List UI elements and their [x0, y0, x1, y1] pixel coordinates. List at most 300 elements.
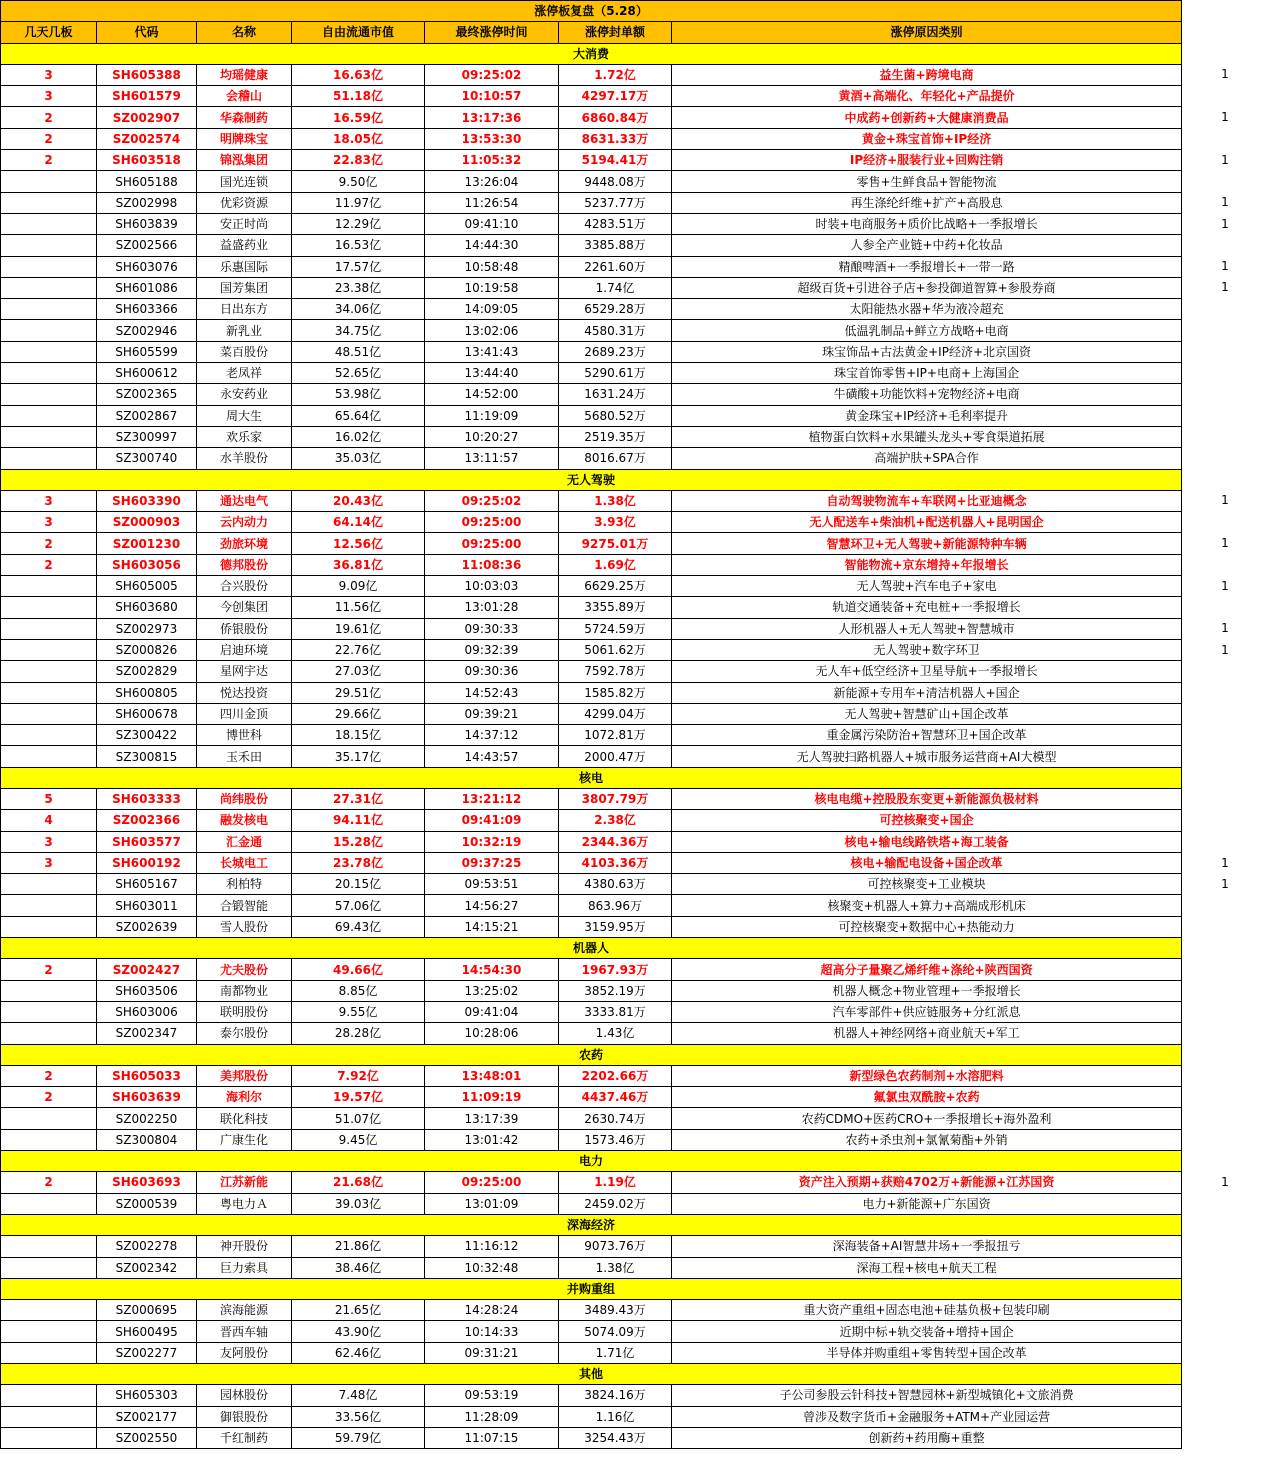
- cell-final-time[interactable]: 10:03:03: [425, 576, 559, 597]
- cell-seal-amount[interactable]: 1573.46万: [559, 1129, 672, 1150]
- cell-reason[interactable]: 可控核聚变+国企: [672, 810, 1182, 831]
- table-row[interactable]: [1, 171, 1182, 192]
- cell-float-cap[interactable]: 34.75亿: [292, 320, 425, 341]
- side-mark[interactable]: 1: [1221, 1175, 1229, 1189]
- table-row[interactable]: [1, 618, 1182, 639]
- cell-seal-amount[interactable]: 2344.36万: [559, 831, 672, 852]
- cell-final-time[interactable]: 13:01:42: [425, 1129, 559, 1150]
- cell-days[interactable]: [1, 320, 97, 341]
- cell-name[interactable]: 四川金顶: [197, 703, 292, 724]
- cell-reason[interactable]: 高端护肤+SPA合作: [672, 448, 1182, 469]
- cell-reason[interactable]: 中成药+创新药+大健康消费品: [672, 107, 1182, 128]
- table-row[interactable]: [1, 256, 1182, 277]
- cell-final-time[interactable]: 11:09:19: [425, 1087, 559, 1108]
- cell-name[interactable]: 安正时尚: [197, 213, 292, 234]
- cell-float-cap[interactable]: 9.55亿: [292, 1001, 425, 1022]
- cell-float-cap[interactable]: 15.28亿: [292, 831, 425, 852]
- cell-name[interactable]: 长城电工: [197, 852, 292, 873]
- cell-name[interactable]: 周大生: [197, 405, 292, 426]
- cell-final-time[interactable]: 09:41:09: [425, 810, 559, 831]
- cell-final-time[interactable]: 11:28:09: [425, 1406, 559, 1427]
- cell-reason[interactable]: 可控核聚变+工业模块: [672, 874, 1182, 895]
- cell-reason[interactable]: 珠宝饰品+古法黄金+IP经济+北京国资: [672, 341, 1182, 362]
- table-row[interactable]: [1, 448, 1182, 469]
- cell-reason[interactable]: 益生菌+跨境电商: [672, 64, 1182, 85]
- cell-days[interactable]: [1, 213, 97, 234]
- cell-float-cap[interactable]: 57.06亿: [292, 895, 425, 916]
- cell-seal-amount[interactable]: 2630.74万: [559, 1108, 672, 1129]
- cell-float-cap[interactable]: 23.38亿: [292, 277, 425, 298]
- cell-seal-amount[interactable]: 4580.31万: [559, 320, 672, 341]
- cell-code[interactable]: SZ002574: [97, 128, 197, 149]
- cell-code[interactable]: SH601579: [97, 86, 197, 107]
- table-row[interactable]: [1, 277, 1182, 298]
- cell-float-cap[interactable]: 35.17亿: [292, 746, 425, 767]
- cell-name[interactable]: 博世科: [197, 725, 292, 746]
- cell-final-time[interactable]: 14:28:24: [425, 1300, 559, 1321]
- cell-reason[interactable]: 零售+生鲜食品+智能物流: [672, 171, 1182, 192]
- cell-days[interactable]: [1, 448, 97, 469]
- cell-days[interactable]: [1, 874, 97, 895]
- cell-float-cap[interactable]: 35.03亿: [292, 448, 425, 469]
- cell-seal-amount[interactable]: 2689.23万: [559, 341, 672, 362]
- cell-seal-amount[interactable]: 6860.84万: [559, 107, 672, 128]
- cell-reason[interactable]: 低温乳制品+鲜立方战略+电商: [672, 320, 1182, 341]
- cell-seal-amount[interactable]: 5074.09万: [559, 1321, 672, 1342]
- cell-float-cap[interactable]: 21.86亿: [292, 1236, 425, 1257]
- cell-final-time[interactable]: 14:43:57: [425, 746, 559, 767]
- cell-final-time[interactable]: 14:37:12: [425, 725, 559, 746]
- cell-seal-amount[interactable]: 1585.82万: [559, 682, 672, 703]
- cell-final-time[interactable]: 09:25:02: [425, 64, 559, 85]
- cell-float-cap[interactable]: 16.59亿: [292, 107, 425, 128]
- cell-name[interactable]: 华森制药: [197, 107, 292, 128]
- cell-final-time[interactable]: 09:31:21: [425, 1342, 559, 1363]
- cell-reason[interactable]: 核电电缆+控股股东变更+新能源负极材料: [672, 788, 1182, 809]
- table-row[interactable]: [1, 874, 1182, 895]
- cell-days[interactable]: [1, 1300, 97, 1321]
- cell-days[interactable]: [1, 639, 97, 660]
- cell-seal-amount[interactable]: 2519.35万: [559, 426, 672, 447]
- cell-seal-amount[interactable]: 9073.76万: [559, 1236, 672, 1257]
- cell-days[interactable]: 2: [1, 959, 97, 980]
- cell-code[interactable]: SH605188: [97, 171, 197, 192]
- cell-seal-amount[interactable]: 6629.25万: [559, 576, 672, 597]
- cell-name[interactable]: 园林股份: [197, 1385, 292, 1406]
- cell-final-time[interactable]: 11:05:32: [425, 150, 559, 171]
- cell-final-time[interactable]: 11:16:12: [425, 1236, 559, 1257]
- cell-seal-amount[interactable]: 5194.41万: [559, 150, 672, 171]
- cell-code[interactable]: SZ002427: [97, 959, 197, 980]
- cell-float-cap[interactable]: 11.56亿: [292, 597, 425, 618]
- cell-final-time[interactable]: 13:53:30: [425, 128, 559, 149]
- cell-name[interactable]: 明牌珠宝: [197, 128, 292, 149]
- cell-final-time[interactable]: 10:32:48: [425, 1257, 559, 1278]
- cell-final-time[interactable]: 14:54:30: [425, 959, 559, 980]
- table-row[interactable]: [1, 1385, 1182, 1406]
- table-row[interactable]: [1, 533, 1182, 554]
- cell-name[interactable]: 江苏新能: [197, 1172, 292, 1193]
- cell-days[interactable]: [1, 703, 97, 724]
- cell-reason[interactable]: 半导体并购重组+零售转型+国企改革: [672, 1342, 1182, 1363]
- table-row[interactable]: [1, 1129, 1182, 1150]
- cell-name[interactable]: 粤电力Ａ: [197, 1193, 292, 1214]
- cell-float-cap[interactable]: 69.43亿: [292, 916, 425, 937]
- cell-final-time[interactable]: 09:53:51: [425, 874, 559, 895]
- cell-seal-amount[interactable]: 5061.62万: [559, 639, 672, 660]
- table-row[interactable]: [1, 597, 1182, 618]
- cell-reason[interactable]: 超级百货+引进谷子店+参投御道智算+参股券商: [672, 277, 1182, 298]
- cell-final-time[interactable]: 10:19:58: [425, 277, 559, 298]
- side-mark[interactable]: 1: [1221, 536, 1229, 550]
- cell-days[interactable]: 3: [1, 490, 97, 511]
- cell-days[interactable]: 2: [1, 1172, 97, 1193]
- cell-code[interactable]: SZ002998: [97, 192, 197, 213]
- cell-final-time[interactable]: 09:30:36: [425, 661, 559, 682]
- cell-code[interactable]: SZ002973: [97, 618, 197, 639]
- cell-final-time[interactable]: 13:02:06: [425, 320, 559, 341]
- table-row[interactable]: [1, 1193, 1182, 1214]
- cell-code[interactable]: SZ000539: [97, 1193, 197, 1214]
- cell-days[interactable]: 2: [1, 128, 97, 149]
- cell-final-time[interactable]: 11:19:09: [425, 405, 559, 426]
- cell-seal-amount[interactable]: 4437.46万: [559, 1087, 672, 1108]
- cell-code[interactable]: SZ300422: [97, 725, 197, 746]
- table-row[interactable]: [1, 363, 1182, 384]
- cell-code[interactable]: SH603680: [97, 597, 197, 618]
- cell-final-time[interactable]: 13:11:57: [425, 448, 559, 469]
- cell-days[interactable]: [1, 1321, 97, 1342]
- cell-reason[interactable]: 时装+电商服务+质价比战略+一季报增长: [672, 213, 1182, 234]
- cell-final-time[interactable]: 09:25:00: [425, 512, 559, 533]
- cell-name[interactable]: 启迪环境: [197, 639, 292, 660]
- table-row[interactable]: [1, 512, 1182, 533]
- cell-days[interactable]: [1, 277, 97, 298]
- cell-reason[interactable]: 农药CDMO+医药CRO+一季报增长+海外盈利: [672, 1108, 1182, 1129]
- cell-name[interactable]: 巨力索具: [197, 1257, 292, 1278]
- cell-seal-amount[interactable]: 4297.17万: [559, 86, 672, 107]
- cell-seal-amount[interactable]: 8631.33万: [559, 128, 672, 149]
- cell-name[interactable]: 尚纬股份: [197, 788, 292, 809]
- cell-days[interactable]: [1, 363, 97, 384]
- cell-days[interactable]: [1, 1236, 97, 1257]
- cell-reason[interactable]: 无人配送车+柴油机+配送机器人+昆明国企: [672, 512, 1182, 533]
- cell-seal-amount[interactable]: 1631.24万: [559, 384, 672, 405]
- cell-name[interactable]: 美邦股份: [197, 1065, 292, 1086]
- table-row[interactable]: [1, 320, 1182, 341]
- cell-seal-amount[interactable]: 1.19亿: [559, 1172, 672, 1193]
- cell-name[interactable]: 御银股份: [197, 1406, 292, 1427]
- cell-code[interactable]: SH600805: [97, 682, 197, 703]
- table-row[interactable]: [1, 1087, 1182, 1108]
- cell-float-cap[interactable]: 12.29亿: [292, 213, 425, 234]
- cell-final-time[interactable]: 14:56:27: [425, 895, 559, 916]
- cell-reason[interactable]: 核聚变+机器人+算力+高端成形机床: [672, 895, 1182, 916]
- cell-name[interactable]: 合锻智能: [197, 895, 292, 916]
- cell-float-cap[interactable]: 59.79亿: [292, 1427, 425, 1448]
- cell-code[interactable]: SZ002277: [97, 1342, 197, 1363]
- cell-days[interactable]: 3: [1, 86, 97, 107]
- cell-reason[interactable]: 子公司参股云针科技+智慧园林+新型城镇化+文旅消费: [672, 1385, 1182, 1406]
- cell-code[interactable]: SH603506: [97, 980, 197, 1001]
- side-mark[interactable]: 1: [1221, 621, 1229, 636]
- cell-days[interactable]: [1, 1257, 97, 1278]
- table-row[interactable]: [1, 661, 1182, 682]
- cell-final-time[interactable]: 09:25:02: [425, 490, 559, 511]
- cell-reason[interactable]: 机器人+神经网络+商业航天+军工: [672, 1023, 1182, 1044]
- cell-name[interactable]: 联化科技: [197, 1108, 292, 1129]
- cell-code[interactable]: SZ002639: [97, 916, 197, 937]
- cell-float-cap[interactable]: 28.28亿: [292, 1023, 425, 1044]
- cell-code[interactable]: SZ300815: [97, 746, 197, 767]
- cell-name[interactable]: 欢乐家: [197, 426, 292, 447]
- cell-final-time[interactable]: 10:14:33: [425, 1321, 559, 1342]
- table-row[interactable]: [1, 1108, 1182, 1129]
- cell-days[interactable]: [1, 576, 97, 597]
- table-row[interactable]: [1, 852, 1182, 873]
- header-name[interactable]: 名称: [197, 22, 292, 43]
- cell-code[interactable]: SZ000826: [97, 639, 197, 660]
- cell-float-cap[interactable]: 9.45亿: [292, 1129, 425, 1150]
- cell-name[interactable]: 水羊股份: [197, 448, 292, 469]
- cell-code[interactable]: SZ002365: [97, 384, 197, 405]
- cell-float-cap[interactable]: 12.56亿: [292, 533, 425, 554]
- cell-seal-amount[interactable]: 7592.78万: [559, 661, 672, 682]
- cell-days[interactable]: [1, 895, 97, 916]
- cell-days[interactable]: [1, 192, 97, 213]
- cell-seal-amount[interactable]: 2202.66万: [559, 1065, 672, 1086]
- cell-float-cap[interactable]: 22.76亿: [292, 639, 425, 660]
- table-row[interactable]: [1, 682, 1182, 703]
- cell-code[interactable]: SH603056: [97, 554, 197, 575]
- table-row[interactable]: [1, 1236, 1182, 1257]
- cell-code[interactable]: SZ002907: [97, 107, 197, 128]
- cell-days[interactable]: 4: [1, 810, 97, 831]
- table-row[interactable]: [1, 341, 1182, 362]
- cell-seal-amount[interactable]: 1.69亿: [559, 554, 672, 575]
- cell-code[interactable]: SH603390: [97, 490, 197, 511]
- cell-name[interactable]: 会稽山: [197, 86, 292, 107]
- cell-final-time[interactable]: 14:09:05: [425, 299, 559, 320]
- cell-reason[interactable]: 氟氯虫双酰胺+农药: [672, 1087, 1182, 1108]
- cell-seal-amount[interactable]: 4380.63万: [559, 874, 672, 895]
- cell-final-time[interactable]: 09:32:39: [425, 639, 559, 660]
- cell-code[interactable]: SH601086: [97, 277, 197, 298]
- cell-float-cap[interactable]: 9.09亿: [292, 576, 425, 597]
- cell-reason[interactable]: 黄金珠宝+IP经济+毛利率提升: [672, 405, 1182, 426]
- cell-code[interactable]: SH600192: [97, 852, 197, 873]
- cell-code[interactable]: SH603839: [97, 213, 197, 234]
- cell-reason[interactable]: 智能物流+京东增持+年报增长: [672, 554, 1182, 575]
- cell-code[interactable]: SH603577: [97, 831, 197, 852]
- side-mark[interactable]: 1: [1221, 259, 1229, 274]
- cell-reason[interactable]: 智慧环卫+无人驾驶+新能源特种车辆: [672, 533, 1182, 554]
- cell-days[interactable]: 3: [1, 831, 97, 852]
- cell-code[interactable]: SH603076: [97, 256, 197, 277]
- cell-float-cap[interactable]: 22.83亿: [292, 150, 425, 171]
- cell-float-cap[interactable]: 48.51亿: [292, 341, 425, 362]
- cell-code[interactable]: SH603333: [97, 788, 197, 809]
- cell-float-cap[interactable]: 16.53亿: [292, 235, 425, 256]
- cell-final-time[interactable]: 13:26:04: [425, 171, 559, 192]
- cell-seal-amount[interactable]: 3824.16万: [559, 1385, 672, 1406]
- table-row[interactable]: [1, 213, 1182, 234]
- cell-float-cap[interactable]: 34.06亿: [292, 299, 425, 320]
- cell-seal-amount[interactable]: 2261.60万: [559, 256, 672, 277]
- cell-days[interactable]: [1, 597, 97, 618]
- cell-code[interactable]: SH603518: [97, 150, 197, 171]
- cell-reason[interactable]: 牛磺酸+功能饮料+宠物经济+电商: [672, 384, 1182, 405]
- cell-name[interactable]: 南都物业: [197, 980, 292, 1001]
- cell-name[interactable]: 联明股份: [197, 1001, 292, 1022]
- cell-seal-amount[interactable]: 1.72亿: [559, 64, 672, 85]
- cell-final-time[interactable]: 11:07:15: [425, 1427, 559, 1448]
- cell-float-cap[interactable]: 29.51亿: [292, 682, 425, 703]
- cell-float-cap[interactable]: 23.78亿: [292, 852, 425, 873]
- cell-final-time[interactable]: 14:44:30: [425, 235, 559, 256]
- cell-seal-amount[interactable]: 3333.81万: [559, 1001, 672, 1022]
- cell-name[interactable]: 菜百股份: [197, 341, 292, 362]
- header-final-time[interactable]: 最终涨停时间: [425, 22, 559, 43]
- side-mark[interactable]: 1: [1221, 493, 1229, 508]
- cell-reason[interactable]: 核电+输电线路铁塔+海工装备: [672, 831, 1182, 852]
- cell-days[interactable]: [1, 1385, 97, 1406]
- table-row[interactable]: [1, 959, 1182, 980]
- cell-days[interactable]: [1, 980, 97, 1001]
- cell-code[interactable]: SH603639: [97, 1087, 197, 1108]
- cell-days[interactable]: 3: [1, 852, 97, 873]
- cell-name[interactable]: 星网宇达: [197, 661, 292, 682]
- cell-seal-amount[interactable]: 1072.81万: [559, 725, 672, 746]
- cell-reason[interactable]: 新能源+专用车+清洁机器人+国企: [672, 682, 1182, 703]
- cell-name[interactable]: 锦泓集团: [197, 150, 292, 171]
- header-float-cap[interactable]: 自由流通市值: [292, 22, 425, 43]
- cell-float-cap[interactable]: 53.98亿: [292, 384, 425, 405]
- cell-seal-amount[interactable]: 2459.02万: [559, 1193, 672, 1214]
- cell-code[interactable]: SZ002342: [97, 1257, 197, 1278]
- table-row[interactable]: [1, 810, 1182, 831]
- cell-code[interactable]: SH605599: [97, 341, 197, 362]
- cell-seal-amount[interactable]: 5724.59万: [559, 618, 672, 639]
- cell-seal-amount[interactable]: 1.16亿: [559, 1406, 672, 1427]
- cell-reason[interactable]: 人形机器人+无人驾驶+智慧城市: [672, 618, 1182, 639]
- cell-float-cap[interactable]: 11.97亿: [292, 192, 425, 213]
- cell-final-time[interactable]: 10:58:48: [425, 256, 559, 277]
- cell-seal-amount[interactable]: 3489.43万: [559, 1300, 672, 1321]
- cell-final-time[interactable]: 09:39:21: [425, 703, 559, 724]
- cell-days[interactable]: [1, 299, 97, 320]
- cell-name[interactable]: 劲旅环境: [197, 533, 292, 554]
- cell-code[interactable]: SH600495: [97, 1321, 197, 1342]
- cell-reason[interactable]: 黄酒+高端化、年轻化+产品提价: [672, 86, 1182, 107]
- cell-days[interactable]: [1, 1406, 97, 1427]
- cell-seal-amount[interactable]: 1.38亿: [559, 1257, 672, 1278]
- side-mark[interactable]: 1: [1221, 216, 1229, 231]
- header-seal-amount[interactable]: 涨停封单额: [559, 22, 672, 43]
- cell-code[interactable]: SH600678: [97, 703, 197, 724]
- cell-days[interactable]: [1, 1108, 97, 1129]
- cell-float-cap[interactable]: 27.31亿: [292, 788, 425, 809]
- table-row[interactable]: [1, 405, 1182, 426]
- cell-name[interactable]: 友阿股份: [197, 1342, 292, 1363]
- cell-seal-amount[interactable]: 2000.47万: [559, 746, 672, 767]
- cell-days[interactable]: 2: [1, 107, 97, 128]
- cell-final-time[interactable]: 10:20:27: [425, 426, 559, 447]
- cell-code[interactable]: SZ300997: [97, 426, 197, 447]
- cell-reason[interactable]: 可控核聚变+数据中心+热能动力: [672, 916, 1182, 937]
- cell-final-time[interactable]: 13:44:40: [425, 363, 559, 384]
- cell-seal-amount[interactable]: 3807.79万: [559, 788, 672, 809]
- cell-final-time[interactable]: 13:21:12: [425, 788, 559, 809]
- cell-final-time[interactable]: 11:26:54: [425, 192, 559, 213]
- cell-float-cap[interactable]: 20.15亿: [292, 874, 425, 895]
- cell-code[interactable]: SZ002946: [97, 320, 197, 341]
- table-row[interactable]: [1, 916, 1182, 937]
- cell-code[interactable]: SH603011: [97, 895, 197, 916]
- cell-reason[interactable]: 太阳能热水器+华为液冷超充: [672, 299, 1182, 320]
- side-mark[interactable]: 1: [1221, 110, 1229, 124]
- cell-code[interactable]: SH605005: [97, 576, 197, 597]
- cell-days[interactable]: 2: [1, 1087, 97, 1108]
- cell-name[interactable]: 利柏特: [197, 874, 292, 895]
- cell-name[interactable]: 日出东方: [197, 299, 292, 320]
- cell-days[interactable]: 5: [1, 788, 97, 809]
- cell-name[interactable]: 国芳集团: [197, 277, 292, 298]
- cell-days[interactable]: [1, 1001, 97, 1022]
- cell-days[interactable]: [1, 426, 97, 447]
- cell-reason[interactable]: 无人驾驶扫路机器人+城市服务运营商+AI大模型: [672, 746, 1182, 767]
- cell-seal-amount[interactable]: 3254.43万: [559, 1427, 672, 1448]
- cell-reason[interactable]: 无人驾驶+汽车电子+家电: [672, 576, 1182, 597]
- cell-float-cap[interactable]: 17.57亿: [292, 256, 425, 277]
- cell-name[interactable]: 今创集团: [197, 597, 292, 618]
- cell-float-cap[interactable]: 52.65亿: [292, 363, 425, 384]
- cell-days[interactable]: [1, 235, 97, 256]
- table-row[interactable]: [1, 1427, 1182, 1448]
- cell-days[interactable]: [1, 682, 97, 703]
- side-mark[interactable]: 1: [1221, 642, 1229, 657]
- cell-seal-amount[interactable]: 1.71亿: [559, 1342, 672, 1363]
- cell-final-time[interactable]: 09:25:00: [425, 533, 559, 554]
- cell-final-time[interactable]: 10:28:06: [425, 1023, 559, 1044]
- cell-final-time[interactable]: 14:52:00: [425, 384, 559, 405]
- cell-days[interactable]: [1, 256, 97, 277]
- cell-days[interactable]: [1, 1342, 97, 1363]
- cell-name[interactable]: 广康生化: [197, 1129, 292, 1150]
- table-row[interactable]: [1, 639, 1182, 660]
- cell-final-time[interactable]: 14:15:21: [425, 916, 559, 937]
- cell-name[interactable]: 融发核电: [197, 810, 292, 831]
- cell-code[interactable]: SZ002278: [97, 1236, 197, 1257]
- cell-reason[interactable]: 无人驾驶+智慧矿山+国企改革: [672, 703, 1182, 724]
- cell-final-time[interactable]: 10:10:57: [425, 86, 559, 107]
- cell-float-cap[interactable]: 19.61亿: [292, 618, 425, 639]
- side-mark[interactable]: 1: [1221, 855, 1229, 870]
- cell-reason[interactable]: 再生涤纶纤维+扩产+高股息: [672, 192, 1182, 213]
- table-row[interactable]: [1, 831, 1182, 852]
- cell-reason[interactable]: 农药+杀虫剂+氯氰菊酯+外销: [672, 1129, 1182, 1150]
- table-row[interactable]: [1, 788, 1182, 809]
- cell-float-cap[interactable]: 9.50亿: [292, 171, 425, 192]
- cell-reason[interactable]: 重金属污染防治+智慧环卫+国企改革: [672, 725, 1182, 746]
- table-row[interactable]: [1, 1342, 1182, 1363]
- table-row[interactable]: [1, 746, 1182, 767]
- cell-code[interactable]: SH600612: [97, 363, 197, 384]
- cell-float-cap[interactable]: 27.03亿: [292, 661, 425, 682]
- cell-days[interactable]: [1, 618, 97, 639]
- cell-name[interactable]: 通达电气: [197, 490, 292, 511]
- cell-days[interactable]: [1, 341, 97, 362]
